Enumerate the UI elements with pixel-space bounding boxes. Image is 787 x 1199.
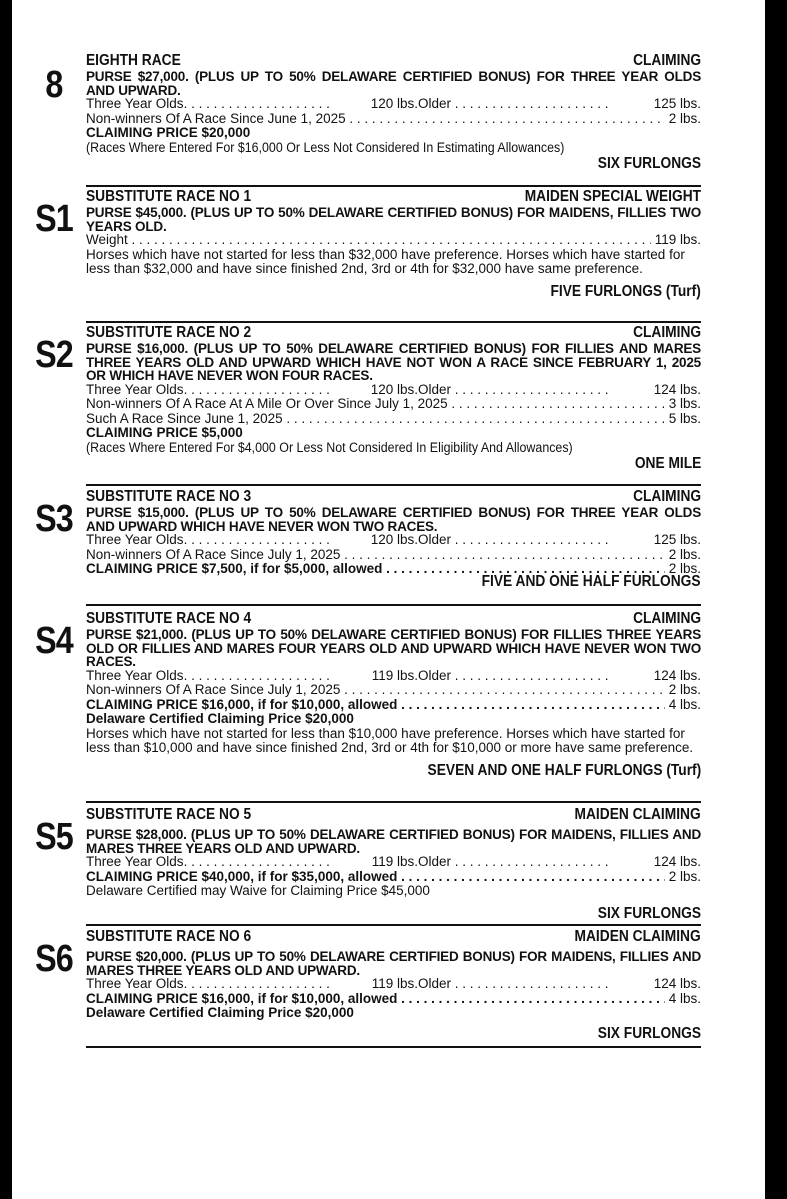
race-header (86, 488, 701, 506)
weights-row (86, 383, 701, 398)
race-note: Delaware Certified may Waive for Claiming Price $45,000 (86, 883, 430, 899)
race-title: SUBSTITUTE RACE NO 1 (86, 188, 252, 205)
race-title: SUBSTITUTE RACE NO 2 (86, 324, 252, 341)
race-title: EIGHTH RACE (86, 52, 181, 69)
race-header (86, 610, 701, 628)
race-note: Horses which have not started for less than $10,000 have preference. Horses which have started for less than $10,000 and have since finished 2nd, 3rd or 4th for $10,000 or more have same preference. (86, 725, 694, 756)
weights-right-value: 124 lbs. (653, 667, 701, 683)
weights-left-label: Three Year Olds (86, 533, 184, 547)
race-s6 (35, 928, 701, 1048)
race-type: CLAIMING (632, 324, 701, 341)
race-type: MAIDEN CLAIMING (574, 806, 701, 823)
race-s4 (35, 610, 701, 803)
race-type: MAIDEN CLAIMING (574, 928, 701, 945)
race-distance: SIX FURLONGS (597, 904, 701, 922)
weights-right-value: 124 lbs. (653, 381, 701, 397)
weights-left-value: 119 lbs. (371, 668, 418, 683)
certified-price: Delaware Certified Claiming Price $20,000 (86, 1005, 354, 1021)
race-number: S3 (35, 498, 73, 540)
race-purse: PURSE $45,000. (PLUS UP TO 50% DELAWARE CERTIFIED BONUS) FOR MAIDENS, FILLIES TWO YEARS OLD. (86, 205, 701, 234)
claiming-price: CLAIMING PRICE $20,000 (86, 125, 251, 141)
race-header (86, 52, 701, 70)
race-title: SUBSTITUTE RACE NO 6 (86, 928, 252, 945)
race-distance: FIVE AND ONE HALF FURLONGS (482, 572, 701, 590)
race-number: S1 (35, 198, 73, 240)
race-distance: SEVEN AND ONE HALF FURLONGS (Turf) (427, 762, 701, 780)
weights-left-value: 119 lbs. (371, 855, 418, 869)
allowance-line: Non-winners Of A Race At A Mile Or Over Since July 1, 2025 . . . 3 lbs. (86, 397, 701, 412)
race-header (86, 324, 701, 342)
race-s1 (35, 188, 701, 323)
allowance-line: Non-winners Of A Race Since July 1, 2025 . . . 2 lbs. (86, 548, 701, 563)
race-distance: SIX FURLONGS (597, 155, 701, 173)
race-distance: SIX FURLONGS (597, 1024, 701, 1042)
race-type: CLAIMING (632, 610, 701, 627)
race-number: S4 (35, 620, 73, 662)
race-title: SUBSTITUTE RACE NO 4 (86, 610, 252, 627)
allowance-line: Non-winners Of A Race Since July 1, 2025 . . . 2 lbs. (86, 683, 701, 698)
allowance-line: Non-winners Of A Race Since June 1, 2025 . . . 2 lbs. (86, 112, 701, 127)
race-note: (Races Where Entered For $4,000 Or Less Not Considered In Eligibility And Allowances) (86, 439, 573, 455)
race-title: SUBSTITUTE RACE NO 3 (86, 488, 252, 505)
race-note: Horses which have not started for less than $32,000 have preference. Horses which have started for less than $32,000 and have since finished 2nd, 3rd or 4th for $32,000 have same preference. (86, 246, 685, 277)
race-s2 (35, 324, 701, 486)
race-header (86, 806, 701, 824)
weights-right-label: Older . . . (418, 855, 650, 870)
claiming-price: CLAIMING PRICE $5,000 (86, 425, 243, 441)
weights-row (86, 97, 701, 112)
race-type: MAIDEN SPECIAL WEIGHT (524, 188, 701, 205)
weights-left-label: Three Year Olds (86, 382, 184, 397)
weights-right-label: Older . . . (418, 533, 650, 548)
weights-right-label: Older . . . (418, 383, 650, 398)
weights-left-value: 120 lbs. (370, 382, 418, 397)
weights-row (86, 533, 701, 548)
race-note: (Races Where Entered For $16,000 Or Less Not Considered In Estimating Allowances) (86, 139, 565, 155)
condition-book-page (12, 0, 765, 1199)
weights-left-label: Three Year Olds (86, 977, 184, 991)
race-number: S5 (35, 816, 73, 858)
certified-price: Delaware Certified Claiming Price $20,000 (86, 711, 354, 727)
race-number: S2 (35, 334, 73, 376)
race-purse: PURSE $20,000. (PLUS UP TO 50% DELAWARE CERTIFIED BONUS) FOR MAIDENS, FILLIES AND MARES THREE YEARS OLD AND UPWARD. (86, 949, 701, 978)
race-purse: PURSE $28,000. (PLUS UP TO 50% DELAWARE CERTIFIED BONUS) FOR MAIDENS, FILLIES AND MARES THREE YEARS OLD AND UPWARD. (86, 827, 701, 856)
race-header (86, 188, 701, 206)
race-title: SUBSTITUTE RACE NO 5 (86, 806, 252, 823)
weights-right-value: 125 lbs. (653, 532, 701, 547)
weights-right-value: 125 lbs. (653, 96, 701, 111)
race-type: CLAIMING (632, 488, 701, 505)
weights-left-value: 119 lbs. (371, 977, 418, 991)
race-distance: ONE MILE (634, 455, 701, 473)
race-purse: PURSE $15,000. (PLUS UP TO 50% DELAWARE CERTIFIED BONUS) FOR THREE YEAR OLDS AND UPWARD WHICH HAVE NEVER WON TWO RACES. (86, 505, 701, 534)
weights-right-label: Older . . . (418, 977, 650, 992)
weights-right-value: 124 lbs. (653, 854, 701, 869)
weights-right-value: 124 lbs. (653, 976, 701, 991)
claiming-price: CLAIMING PRICE $7,500, if for $5,000, allowed . . . 2 lbs. (86, 562, 701, 577)
claiming-price: CLAIMING PRICE $16,000, if for $10,000, allowed . . . 4 lbs. (86, 992, 701, 1007)
weights-row (86, 669, 701, 684)
race-purse: PURSE $27,000. (PLUS UP TO 50% DELAWARE CERTIFIED BONUS) FOR THREE YEAR OLDS AND UPWARD. (86, 69, 701, 98)
race-s5 (35, 806, 701, 926)
claiming-price: CLAIMING PRICE $16,000, if for $10,000, allowed . . . 4 lbs. (86, 698, 701, 713)
weights-left-label: Three Year Olds (86, 855, 184, 869)
race-type: CLAIMING (632, 52, 701, 69)
allowance-line: Such A Race Since June 1, 2025 . . . 5 lbs. (86, 412, 701, 427)
weights-right-label: Older . . . (418, 97, 650, 112)
weights-left-value: 120 lbs. (370, 97, 418, 111)
race-number: 8 (45, 64, 63, 106)
race-purse: PURSE $21,000. (PLUS UP TO 50% DELAWARE CERTIFIED BONUS) FOR FILLIES THREE YEARS OLD OR FILLIES AND MARES FOUR YEARS OLD AND UPWARD WHICH HAVE NEVER WON TWO RACES. (86, 627, 701, 669)
weights-left-label: Three Year Olds (86, 668, 184, 683)
weights-row (86, 855, 701, 870)
race-s3 (35, 488, 701, 606)
race-purse: PURSE $16,000. (PLUS UP TO 50% DELAWARE CERTIFIED BONUS) FOR FILLIES AND MARES THREE YEARS OLD AND UPWARD WHICH HAVE NOT WON A RACE SINCE FEBRUARY 1, 2025 OR WHICH HAVE NEVER WON FOUR RACES. (86, 341, 701, 383)
race-distance: FIVE FURLONGS (Turf) (550, 282, 701, 300)
weight-line: Weight . . . 119 lbs. (86, 233, 701, 248)
weights-left-label: Three Year Olds (86, 97, 184, 111)
claiming-price: CLAIMING PRICE $40,000, if for $35,000, allowed . . . 2 lbs. (86, 870, 701, 885)
race-8 (45, 52, 701, 187)
race-header (86, 928, 701, 946)
weights-row (86, 977, 701, 992)
weights-left-value: 120 lbs. (370, 533, 418, 547)
race-number: S6 (35, 938, 73, 980)
weights-right-label: Older . . . (418, 669, 650, 684)
